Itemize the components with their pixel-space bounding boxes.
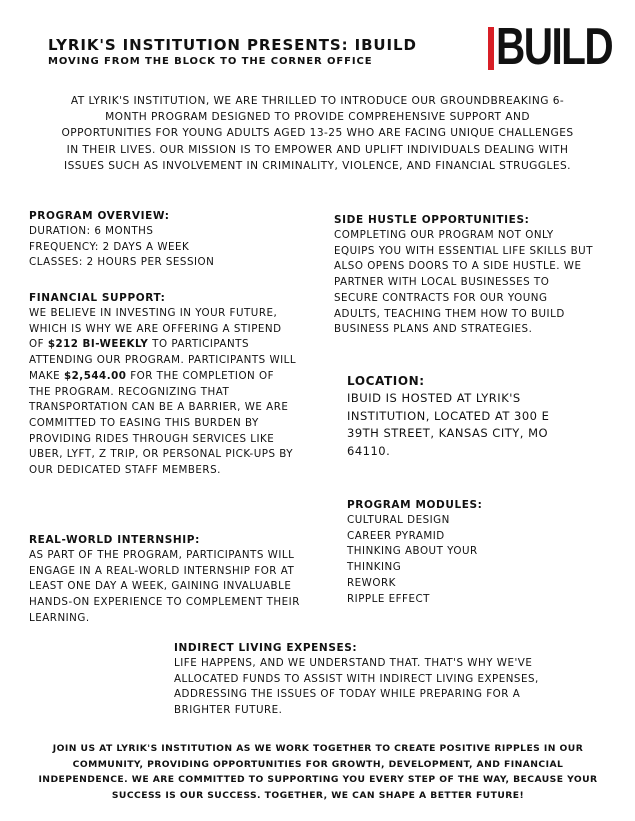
module-item: CAREER PYRAMID: [347, 529, 445, 542]
program-modules-section: [347, 498, 527, 607]
indirect-expenses-body: LIFE HAPPENS, AND WE UNDERSTAND THAT. THAT'S WHY WE'VE ALLOCATED FUNDS TO ASSIST WITH INDIRECT LIVING EXPENSES, ADDRESSING THE ISSUES OF TODAY WHILE PREPARING FOR A BRIGHTER FUTURE.: [174, 657, 539, 717]
logo-text: BUILD: [496, 18, 613, 76]
module-item: RIPPLE EFFECT: [347, 592, 430, 605]
program-modules-heading: PROGRAM MODULES:: [347, 499, 483, 511]
intro-paragraph: AT LYRIK'S INSTITUTION, WE ARE THRILLED TO INTRODUCE OUR GROUNDBREAKING 6-MONTH PROGRAM DESIGNED TO PROVIDE COMPREHENSIVE SUPPORT AND OPPORTUNITIES FOR YOUNG ADULTS AGED 13-25 WHO ARE FACING UNIQUE CHALLENGES IN THEIR LIVES. OUR MISSION IS TO EMPOWER AND UPLIFT INDIVIDUALS DEALING WITH ISSUES SUCH AS INVOLVEMENT IN CRIMINALITY, VIOLENCE, AND FINANCIAL STRUGGLES.: [61, 95, 574, 172]
page-title: LYRIK'S INSTITUTION PRESENTS: IBUILD: [48, 36, 417, 54]
financial-support-heading: FINANCIAL SUPPORT:: [29, 292, 166, 304]
financial-text-1: WE BELIEVE IN INVESTING IN YOUR FUTURE, WHICH IS WHY WE ARE OFFERING A STIPEND OF: [29, 307, 282, 351]
overview-classes: CLASSES: 2 HOURS PER SESSION: [29, 256, 215, 269]
internship-body: AS PART OF THE PROGRAM, PARTICIPANTS WILL ENGAGE IN A REAL-WORLD INTERNSHIP FOR AT LEAST ONE DAY A WEEK, GAINING INVALUABLE HANDS-ON EXPERIENCE TO COMPLEMENT THEIR LEARNING.: [29, 549, 300, 624]
indirect-expenses-heading: INDIRECT LIVING EXPENSES:: [174, 642, 358, 654]
side-hustle-body: COMPLETING OUR PROGRAM NOT ONLY EQUIPS YOU WITH ESSENTIAL LIFE SKILLS BUT ALSO OPENS DOORS TO A SIDE HUSTLE. WE PARTNER WITH LOCAL BUSINESSES TO SECURE CONTRACTS FOR OUR YOUNG ADULTS, TEACHING THEM HOW TO BUILD BUSINESS PLANS AND STRATEGIES.: [334, 229, 594, 336]
ibuild-logo: [488, 18, 613, 76]
internship-section: [29, 533, 314, 627]
stipend-amount: $212 BI-WEEKLY: [47, 338, 149, 351]
program-modules-list: [347, 513, 527, 607]
program-overview-section: [29, 209, 299, 271]
module-item: THINKING ABOUT YOUR THINKING: [347, 545, 478, 574]
location-body: IBUID IS HOSTED AT LYRIK'S INSTITUTION, LOCATED AT 300 E 39TH STREET, KANSAS CITY, MO 64110.: [347, 391, 550, 458]
financial-support-body: [29, 306, 299, 479]
program-overview-body: [29, 224, 299, 271]
closing-statement: JOIN US AT LYRIK'S INSTITUTION AS WE WORK TOGETHER TO CREATE POSITIVE RIPPLES IN OUR COMMUNITY, PROVIDING OPPORTUNITIES FOR GROWTH, DEVELOPMENT, AND FINANCIAL INDEPENDENCE. WE ARE COMMITTED TO SUPPORTING YOU EVERY STEP OF THE WAY, BECAUSE YOUR SUCCESS IS OUR SUCCESS. TOGETHER, WE CAN SHAPE A BETTER FUTURE!: [38, 743, 598, 801]
financial-text-3: FOR THE COMPLETION OF THE PROGRAM. RECOGNIZING THAT TRANSPORTATION CAN BE A BARRIER, WE ARE COMMITTED TO EASING THIS BURDEN BY PROVIDING RIDES THROUGH SERVICES LIKE UBER, LYFT, Z TRIP, OR PERSONAL PICK-UPS BY OUR DEDICATED STAFF MEMBERS.: [29, 369, 294, 477]
module-item: REWORK: [347, 576, 396, 589]
logo-red-bar: [488, 27, 494, 70]
financial-support-section: [29, 291, 299, 479]
financial-text-2: TO PARTICIPANTS ATTENDING OUR PROGRAM. PARTICIPANTS WILL MAKE: [29, 338, 297, 382]
location-heading: LOCATION:: [347, 374, 425, 388]
side-hustle-heading: SIDE HUSTLE OPPORTUNITIES:: [334, 214, 530, 226]
side-hustle-section: [334, 213, 594, 338]
internship-heading: REAL-WORLD INTERNSHIP:: [29, 534, 200, 546]
location-section: [347, 373, 552, 460]
module-item: CULTURAL DESIGN: [347, 514, 450, 526]
overview-duration: DURATION: 6 MONTHS: [29, 225, 154, 237]
total-amount: $2,544.00: [63, 369, 127, 382]
overview-frequency: FREQUENCY: 2 DAYS A WEEK: [29, 240, 190, 253]
page-subtitle: MOVING FROM THE BLOCK TO THE CORNER OFFICE: [48, 56, 373, 67]
program-overview-heading: PROGRAM OVERVIEW:: [29, 210, 170, 222]
indirect-expenses-section: [174, 641, 542, 719]
